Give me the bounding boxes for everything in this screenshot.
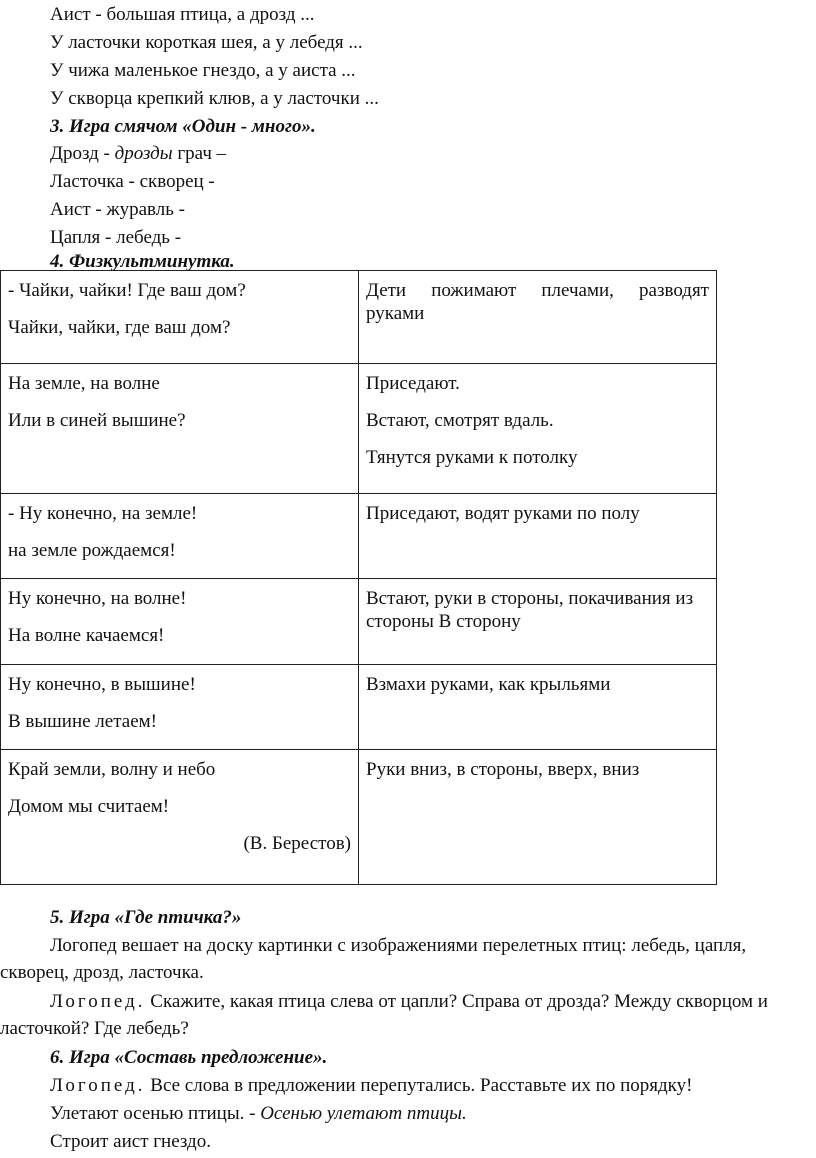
table-cell-verse	[1, 665, 359, 749]
verse-line: Или в синей вышине?	[8, 410, 186, 431]
section-6-instruction: Логопед. Все слова в предложении перепутались. Расставьте их по порядку!	[50, 1075, 693, 1096]
section-3-line-2: Ласточка - скворец -	[50, 171, 215, 192]
section-3-line-1: Дрозд - дрозды грач –	[50, 143, 227, 164]
table-cell-action	[359, 665, 717, 749]
verse-line: На земле, на волне	[8, 373, 160, 394]
verse-line: Чайки, чайки, где ваш дом?	[8, 317, 231, 338]
verse-line: - Чайки, чайки! Где ваш дом?	[8, 280, 246, 301]
section-3-line-4: Цапля - лебедь -	[50, 227, 182, 248]
table-cell-action	[359, 271, 717, 363]
intro-line-4: У скворца крепкий клюв, а у ласточки ...	[50, 88, 379, 109]
table-row	[1, 579, 717, 665]
table-cell-action	[359, 494, 717, 578]
poem-author: (В. Берестов)	[243, 833, 351, 854]
verse-line: Ну конечно, в вышине!	[8, 674, 196, 695]
intro-line-3: У чижа маленькое гнездо, а у аиста ...	[50, 60, 356, 81]
verse-line: - Ну конечно, на земле!	[8, 503, 198, 524]
action-text: Встают, смотрят вдаль.	[366, 410, 554, 431]
action-text: Приседают.	[366, 373, 460, 394]
verse-line: На волне качаемся!	[8, 625, 165, 646]
action-text: Дети пожимают плечами, разводят руками	[366, 280, 709, 324]
verse-line: на земле рождаемся!	[8, 540, 176, 561]
section-3-line-3: Аист - журавль -	[50, 199, 185, 220]
table-cell-action	[359, 579, 717, 664]
section-6-example: Улетают осенью птицы. - Осенью улетают птицы.	[50, 1103, 467, 1124]
table-row	[1, 665, 717, 750]
verse-line: В вышине летаем!	[8, 711, 157, 732]
table-row	[1, 271, 717, 364]
intro-line-1: Аист - большая птица, а дрозд ...	[50, 4, 315, 25]
exercise-table	[0, 270, 717, 885]
table-cell-verse	[1, 364, 359, 493]
section-5-heading: 5. Игра «Где птичка?»	[50, 907, 242, 928]
section-6-heading: 6. Игра «Составь предложение».	[50, 1047, 328, 1068]
action-text: Взмахи руками, как крыльями	[366, 674, 611, 695]
verse-line: Край земли, волну и небо	[8, 759, 216, 780]
verse-line: Домом мы считаем!	[8, 796, 170, 817]
section-5-paragraph-1: Логопед вешает на доску картинки с изображениями перелетных птиц: лебедь, цапля, скворец, дрозд, ласточка.	[0, 935, 747, 983]
action-text: Тянутся руками к потолку	[366, 447, 578, 468]
speaker-label: Логопед.	[50, 1075, 146, 1096]
table-cell-verse	[1, 271, 359, 363]
table-cell-action	[359, 750, 717, 884]
table-cell-verse	[1, 579, 359, 664]
action-text: Встают, руки в стороны, покачивания из стороны В сторону	[366, 588, 694, 632]
section-6-last-line: Строит аист гнездо.	[50, 1131, 211, 1152]
speaker-label: Логопед.	[50, 991, 146, 1012]
table-row	[1, 494, 717, 579]
table-cell-verse	[1, 750, 359, 884]
section-3-heading: 3. Игра смячом «Один - много».	[50, 116, 316, 137]
action-text: Приседают, водят руками по полу	[366, 503, 640, 524]
action-text: Руки вниз, в стороны, вверх, вниз	[366, 759, 640, 780]
verse-line: Ну конечно, на волне!	[8, 588, 187, 609]
intro-line-2: У ласточки короткая шея, а у лебедя ...	[50, 32, 363, 53]
table-row	[1, 750, 717, 885]
table-cell-action	[359, 364, 717, 493]
table-cell-verse	[1, 494, 359, 578]
table-row	[1, 364, 717, 494]
section-4-heading: 4. Физкультминутка.	[50, 251, 235, 272]
section-5-paragraph-2: Логопед. Скажите, какая птица слева от цапли? Справа от дрозда? Между скворцом и ласточкой? Где лебедь?	[0, 991, 768, 1039]
